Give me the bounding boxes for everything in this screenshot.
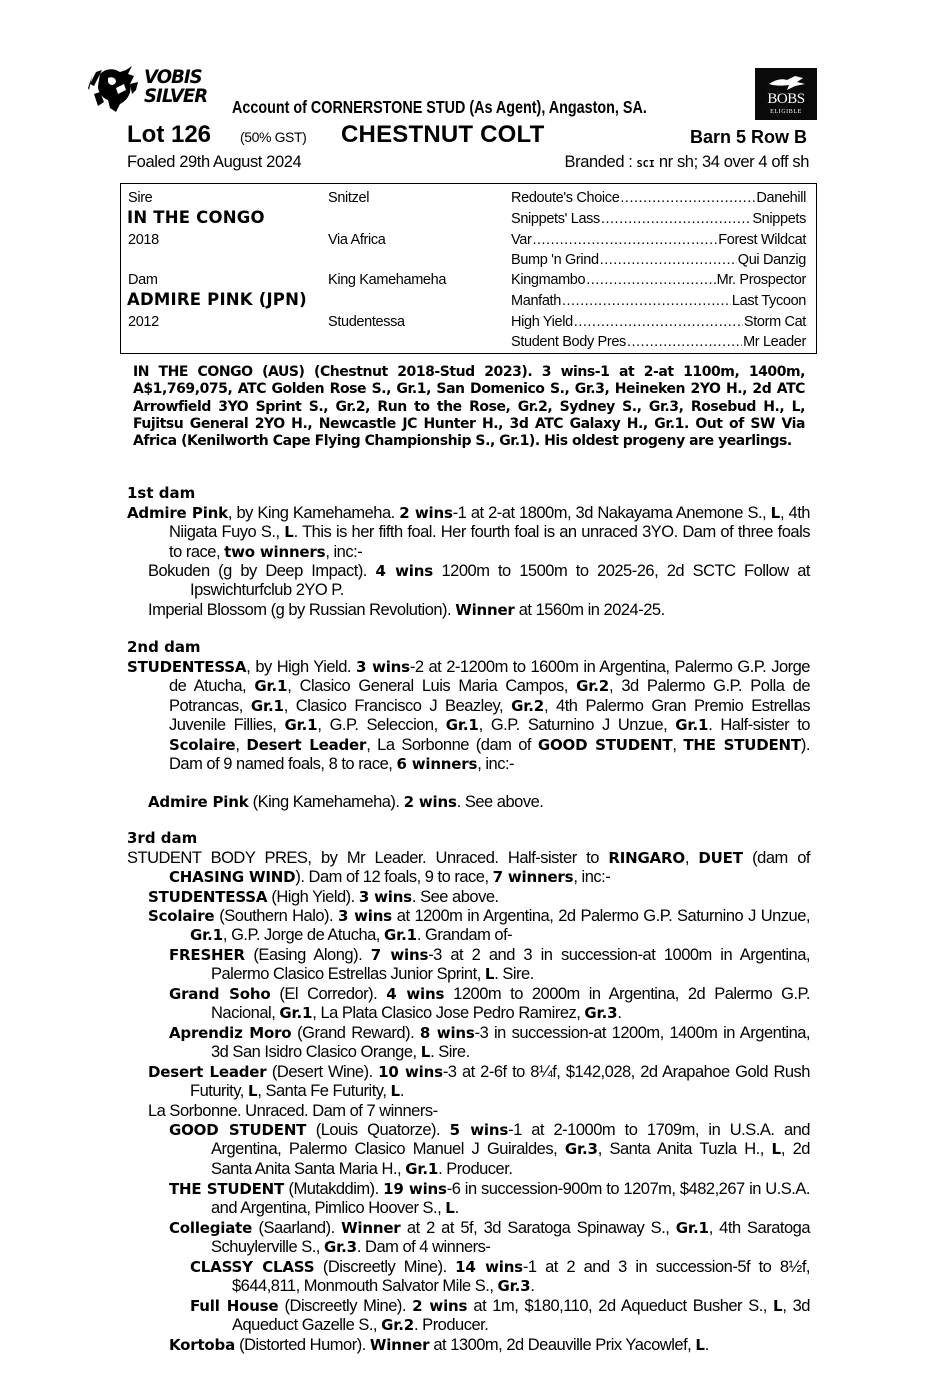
bold-text: FRESHER	[169, 946, 245, 964]
text: , La Sorbonne (dam of	[366, 735, 538, 754]
bold-text: Gr.1	[383, 926, 417, 945]
text: .	[704, 1336, 709, 1354]
section-heading: 1st dam	[127, 484, 196, 502]
text: ,	[235, 735, 247, 754]
horse-rider-icon	[86, 64, 140, 114]
text: at 2 at 5f, 3d Saratoga Spinaway S.,	[400, 1219, 676, 1237]
dot-leader	[586, 271, 715, 289]
text: (Mutakddim).	[284, 1180, 384, 1198]
dot-leader	[574, 313, 743, 331]
text: . Sire.	[494, 965, 534, 984]
text: at 1200m in Argentina, 2d Palermo G.P. Saturnino J Unzue,	[391, 907, 810, 925]
ggp-sire: Storm Cat	[743, 314, 806, 330]
bold-text: Gr.2	[511, 696, 544, 715]
text: -1 at 2 and 3 in succession-5f to 8½f, $644,811, Monmouth Salvator Mile S.,	[232, 1258, 810, 1296]
text: (Desert Wine).	[266, 1063, 379, 1081]
barn-location: Barn 5 Row B	[689, 127, 807, 147]
text: 1200m to 2000m in Argentina, 2d Palermo G.P. Nacional,	[211, 985, 810, 1023]
bird-icon	[767, 74, 807, 92]
dot-leader	[562, 292, 731, 310]
pedigree-paragraph	[169, 1180, 810, 1219]
bold-text: 14 wins	[455, 1258, 523, 1276]
text: , Santa Fe Futurity,	[257, 1082, 391, 1101]
text: , 2d Santa Anita Santa Maria H.,	[211, 1140, 810, 1178]
ggp-sire: Mr. Prospector	[716, 272, 806, 288]
text: (Saarland).	[252, 1219, 342, 1237]
bold-text: STUDENTESSA	[127, 658, 247, 676]
bold-text: Desert Leader	[246, 735, 367, 754]
text: . Producer.	[414, 1316, 489, 1335]
bold-text: STUDENTESSA	[148, 888, 268, 906]
text: La Sorbonne. Unraced. Dam of 7 winners-	[148, 1102, 438, 1120]
bold-text: two winners	[224, 542, 326, 561]
bold-text: 3 wins	[358, 888, 412, 906]
text: -2 at 2-1200m to 1600m in Argentina, Palermo G.P. Jorge de Atucha,	[169, 658, 810, 696]
lot-title-row	[127, 120, 817, 150]
horse-description: CHESTNUT COLT	[341, 121, 545, 148]
ggp-name: Student Body Pres	[511, 334, 626, 350]
pedigree-paragraph	[169, 985, 810, 1024]
text: , inc:-	[477, 755, 515, 774]
text: (Discreetly Mine).	[278, 1297, 413, 1315]
sire-label: Sire	[128, 190, 153, 206]
text: ,	[672, 735, 684, 754]
bold-text: 7 wins	[370, 946, 429, 964]
ggp-name: Redoute's Choice	[511, 190, 620, 206]
bold-text: 4 wins	[375, 562, 433, 580]
grandsire-maternal: King Kamehameha	[328, 272, 447, 288]
text: -1 at 2-1000m to 1709m, in U.S.A. and Argentina, Palermo Clasico Manuel J Guiraldes,	[211, 1121, 810, 1159]
bold-text: 4 wins	[386, 985, 445, 1003]
pedigree-paragraph	[148, 793, 810, 812]
bold-text: 5 wins	[449, 1121, 509, 1139]
bold-text: Admire Pink	[127, 504, 228, 522]
dam-label: Dam	[128, 272, 158, 288]
bold-text: L	[445, 1199, 455, 1218]
text: . See above.	[411, 888, 499, 906]
text: , inc:-	[325, 542, 363, 561]
bold-text: 19 wins	[383, 1180, 447, 1198]
text: (Easing Along).	[244, 946, 371, 964]
text: , by King Kamehameha.	[227, 504, 400, 522]
ggp-sire: Last Tycoon	[731, 293, 806, 309]
great-grandparent-row	[511, 292, 806, 310]
text: . Sire.	[430, 1043, 470, 1062]
text: . See above.	[456, 793, 544, 811]
bold-text: Gr.1	[405, 1159, 439, 1178]
text: .	[454, 1199, 459, 1218]
bold-text: L	[484, 965, 495, 984]
bold-text: Gr.3	[323, 1238, 357, 1257]
vobis-silver-logo	[86, 62, 226, 114]
bold-text: 8 wins	[419, 1024, 475, 1042]
branded-prefix: Branded :	[564, 153, 637, 171]
ggp-sire: Danehill	[756, 190, 806, 206]
great-grandparent-row	[511, 313, 806, 331]
bold-text: L	[390, 1082, 400, 1101]
lot-number: Lot 126	[127, 121, 212, 148]
pedigree-paragraph	[190, 1297, 810, 1336]
text: , G.P. Jorge de Atucha,	[222, 926, 384, 945]
bold-text: Gr.1	[190, 926, 223, 945]
pedigree-paragraph	[169, 1024, 810, 1063]
sire-year: 2018	[128, 232, 159, 248]
bold-text: Winner	[455, 601, 515, 619]
great-grandparent-row	[511, 251, 806, 269]
sire-name: IN THE CONGO	[127, 208, 265, 227]
sire-summary: IN THE CONGO (AUS) (Chestnut 2018-Stud 2023). 3 wins-1 at 2-at 1100m, 1400m, A$1,769,075, ATC Golden Rose S., Gr.1, San Domenico S., Gr.3, Heineken 2YO H., 2d ATC Arrowfield 3YO Sprint S., Gr.2, Run to the Rose, Gr.2, Sydney S., Gr.3, Rosebud H., L, Fujitsu General 2YO H., Newcastle JC Hunter H., 3d ATC Galaxy H., Gr.1. Out of SW Via Africa (Kenilworth Cape Flying Championship S., Gr.1). His oldest progeny are yearlings.	[133, 364, 805, 450]
text: (Southern Halo).	[214, 907, 339, 925]
ggp-name: Bump 'n Grind	[511, 252, 599, 268]
text: . Producer.	[438, 1159, 513, 1178]
text: (dam of	[742, 849, 810, 867]
text: (Grand Reward).	[291, 1024, 420, 1042]
bold-text: L	[770, 504, 780, 522]
text: , G.P. Seleccion,	[317, 716, 446, 735]
dot-leader	[627, 333, 742, 351]
bold-text: Gr.3	[564, 1140, 598, 1159]
bold-text: Collegiate	[169, 1219, 253, 1237]
bold-text: GOOD STUDENT	[537, 735, 673, 754]
bold-text: Winner	[341, 1219, 401, 1237]
pedigree-paragraph	[169, 946, 810, 985]
text: (Louis Quatorze).	[306, 1121, 450, 1139]
pedigree-table	[120, 183, 817, 354]
bold-text: 10 wins	[378, 1063, 443, 1081]
text: -6 in succession-900m to 1207m, $482,267 in U.S.A. and Argentina, Pimlico Hoover S.,	[211, 1180, 810, 1218]
text: , inc:-	[573, 868, 611, 887]
logo-line-1: VOBIS	[144, 66, 202, 88]
bold-text: Full House	[190, 1297, 279, 1315]
bold-text: 2 wins	[412, 1297, 468, 1315]
bold-text: L	[247, 1082, 258, 1101]
bobs-text: BOBS	[767, 91, 805, 107]
bold-text: Gr.3	[497, 1277, 531, 1296]
bold-text: Gr.1	[445, 716, 479, 735]
text: Bokuden (g by Deep Impact).	[148, 562, 376, 580]
text: at 1300m, 2d Deauville Prix Yacowlef,	[429, 1336, 696, 1354]
bold-text: L	[420, 1043, 431, 1062]
bold-text: Gr.1	[675, 1219, 709, 1237]
bold-text: 3 wins	[338, 907, 392, 925]
bold-text: GOOD STUDENT	[169, 1121, 307, 1139]
logo-line-2: SILVER	[144, 85, 208, 107]
pedigree-paragraph	[169, 1121, 810, 1179]
bold-text: RINGARO	[608, 849, 685, 867]
text: , 4th Niigata Fuyo S.,	[169, 504, 810, 542]
text: .	[399, 1082, 404, 1101]
bold-text: Scolaire	[169, 735, 236, 754]
bold-text: L	[771, 1140, 781, 1159]
bold-text: Desert Leader	[148, 1063, 267, 1081]
text: , 3d Aqueduct Gazelle S.,	[232, 1297, 810, 1335]
great-grandparent-row	[511, 333, 806, 351]
ggp-sire: Qui Danzig	[737, 252, 806, 268]
ggp-name: Snippets' Lass	[511, 211, 600, 227]
text: ,	[684, 849, 699, 867]
ggp-name: Var	[511, 232, 532, 248]
bold-text: L	[695, 1336, 705, 1354]
pedigree-paragraph	[148, 888, 810, 907]
text: (King Kamehameha).	[248, 793, 404, 811]
bold-text: L	[773, 1297, 783, 1315]
foaled-date: Foaled 29th August 2024	[127, 153, 302, 171]
ggp-name: Manfath	[511, 293, 561, 309]
granddam-maternal: Studentessa	[328, 314, 405, 330]
great-grandparent-row	[511, 231, 806, 249]
dam-year: 2012	[128, 314, 159, 330]
bold-text: Gr.2	[381, 1316, 415, 1335]
text: , Clasico General Luis Maria Campos,	[287, 677, 577, 696]
section-heading: 2nd dam	[127, 638, 201, 656]
dam-name: ADMIRE PINK (JPN)	[127, 290, 307, 309]
bold-text: 2 wins	[399, 504, 453, 522]
text: 1200m to 1500m to 2025-26, 2d SCTC Follow at Ipswichturfclub 2YO P.	[190, 562, 810, 600]
pedigree-paragraph	[127, 658, 810, 774]
text: -3 in succession-at 1200m, 1400m in Argentina, 3d San Isidro Clasico Orange,	[211, 1024, 811, 1062]
bold-text: Gr.1	[279, 1004, 313, 1023]
great-grandparent-row	[511, 271, 806, 289]
text: . Half-sister to	[708, 716, 810, 735]
dot-leader	[601, 210, 751, 228]
text: STUDENT BODY PRES, by Mr Leader. Unraced. Half-sister to	[127, 849, 609, 867]
bold-text: 2 wins	[403, 793, 457, 811]
text: .	[617, 1004, 622, 1023]
eligible-text: ELIGIBLE	[770, 109, 802, 115]
bold-text: Gr.3	[584, 1004, 618, 1023]
bold-text: 7 winners	[492, 868, 574, 887]
ggp-sire: Mr Leader	[743, 334, 806, 350]
pedigree-paragraph	[148, 601, 810, 620]
text: , G.P. Saturnino J Unzue,	[478, 716, 676, 735]
pedigree-paragraph	[127, 849, 810, 888]
text: -1 at 2-at 1800m, 3d Nakayama Anemone S.,	[452, 504, 771, 522]
bold-text: 3 wins	[355, 658, 410, 676]
dot-leader	[532, 231, 717, 249]
text: (High Yield).	[267, 888, 359, 906]
pedigree-paragraph	[127, 504, 810, 562]
vendor-account-line: Account of CORNERSTONE STUD (As Agent), Angaston, SA.	[232, 97, 647, 117]
bold-text: Scolaire	[148, 907, 215, 925]
bold-text: Kortoba	[169, 1336, 235, 1354]
pedigree-paragraph	[148, 562, 810, 601]
bold-text: Admire Pink	[148, 793, 249, 811]
brand-description	[565, 152, 809, 175]
bold-text: Gr.1	[254, 677, 288, 696]
bold-text: Winner	[369, 1336, 430, 1354]
pedigree-paragraph	[190, 1258, 810, 1297]
bold-text: DUET	[698, 849, 743, 867]
text: ). Dam of 12 foals, 9 to race,	[295, 868, 493, 887]
text: Imperial Blossom (g by Russian Revolution).	[148, 601, 456, 619]
text: (El Corredor).	[270, 985, 387, 1003]
pedigree-paragraph	[148, 907, 810, 946]
bold-text: CHASING WIND	[169, 868, 296, 887]
pedigree-paragraph	[169, 1219, 810, 1258]
text: .	[530, 1277, 535, 1296]
bold-text: Aprendiz Moro	[169, 1024, 292, 1042]
gst-note: (50% GST)	[240, 129, 307, 145]
section-heading: 3rd dam	[127, 829, 198, 847]
great-grandparent-row	[511, 210, 806, 228]
ggp-name: High Yield	[511, 314, 573, 330]
text: . Grandam of-	[416, 926, 513, 945]
pedigree-paragraph	[169, 1336, 810, 1355]
bold-text: L	[284, 523, 294, 542]
text: -3 at 2-6f to 8¼f, $142,028, 2d Arapahoe Gold Rush Futurity,	[190, 1063, 810, 1101]
pedigree-paragraph	[148, 1063, 810, 1102]
bold-text: Gr.2	[576, 677, 610, 696]
text: at 1560m in 2024-25.	[514, 601, 665, 619]
text: , 3d Palermo G.P. Polla de Potrancas,	[169, 677, 810, 715]
text: . Dam of 4 winners-	[356, 1238, 491, 1257]
bold-text: CLASSY CLASS	[190, 1258, 315, 1276]
text: ). Dam of 9 named foals, 8 to race,	[169, 735, 810, 774]
text: , by High Yield.	[246, 658, 356, 676]
text: , Santa Anita Tuzla H.,	[597, 1140, 772, 1159]
dot-leader	[600, 251, 737, 269]
text: , La Plata Clasico Jose Pedro Ramirez,	[312, 1004, 585, 1023]
ggp-sire: Forest Wildcat	[718, 232, 806, 248]
bold-text: Gr.1	[250, 696, 284, 715]
grandsire-paternal: Snitzel	[328, 190, 370, 206]
bold-text: Gr.1	[284, 716, 318, 735]
bold-text: Grand Soho	[169, 985, 271, 1003]
text: at 1m, $180,110, 2d Aqueduct Busher S.,	[467, 1297, 774, 1315]
text: , 4th Saratoga Schuylerville S.,	[211, 1219, 810, 1257]
text: (Discreetly Mine).	[314, 1258, 456, 1276]
bobs-eligible-logo	[755, 68, 817, 120]
ggp-sire: Snippets	[752, 211, 806, 227]
dot-leader	[620, 189, 755, 207]
text: , Clasico Francisco J Beazley,	[283, 696, 512, 715]
text: -3 at 2 and 3 in succession-at 1000m in Argentina, Palermo Clasico Estrellas Junior Sprint,	[211, 946, 810, 984]
bold-text: 6 winners	[396, 755, 478, 774]
ggp-name: Kingmambo	[511, 272, 586, 288]
text: , 4th Palermo Gran Premio Estrellas Juvenile Fillies,	[169, 696, 810, 735]
bold-text: Gr.1	[675, 716, 709, 735]
text: . This is her fifth foal. Her fourth foal is an unraced 3YO. Dam of three foals to race,	[169, 523, 810, 561]
granddam-paternal: Via Africa	[328, 232, 386, 248]
brand-mark: SCI	[636, 159, 655, 170]
text: (Distorted Humor).	[235, 1336, 370, 1354]
great-grandparent-row	[511, 189, 806, 207]
pedigree-paragraph	[148, 1102, 810, 1121]
branded-suffix: nr sh; 34 over 4 off sh	[654, 153, 809, 171]
bold-text: THE STUDENT	[683, 735, 801, 754]
bold-text: THE STUDENT	[169, 1180, 285, 1198]
